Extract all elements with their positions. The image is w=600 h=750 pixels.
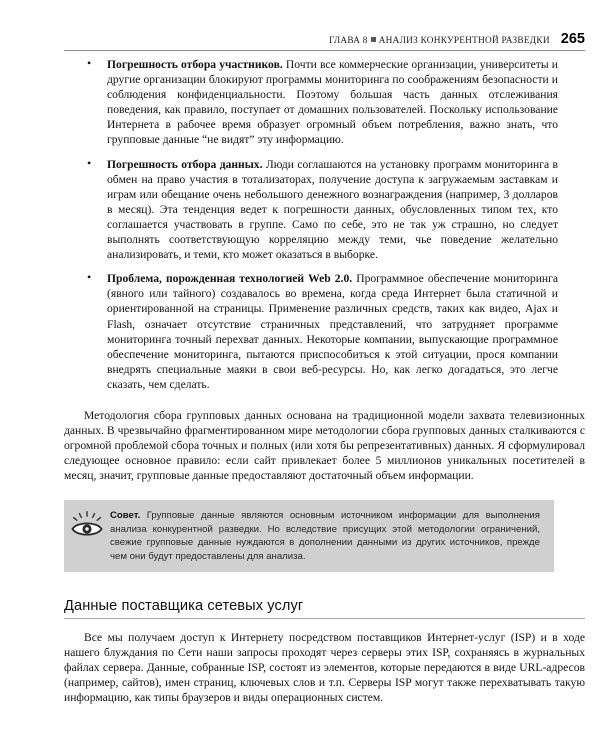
bullet-list: [64, 57, 585, 392]
page-content: [64, 57, 585, 706]
tip-text: [110, 509, 544, 563]
bullet-paragraph: [107, 57, 558, 148]
tip-label: Совет.: [110, 510, 141, 522]
tip-callout: [64, 500, 554, 572]
methodology-paragraph: Методология сбора групповых данных основана на традиционной модели захвата телевизионных данных. В чрезвычайно фрагментированном мире методологии сбора групповых данных сталкиваются с огромной проблемой сбора точных и полных (или хотя бы репрезентативных) данных. Я сформулировал следующее основное правило: если сайт привлекает более 5 миллионов уникальных посетителей в месяц, значит, групповые данные предоставляют достаточный объем информации.: [64, 408, 585, 483]
eye-with-rays-icon: [64, 509, 110, 539]
page-number: 265: [560, 31, 585, 47]
bullet-paragraph: [107, 157, 558, 263]
tip-body: Групповые данные являются основным источником информации для выполнения анализа конкурентной разведки. Но вследствие присущих этой методологии ограничений, свежие групповые данные нуждаются в дополнении данными из других источников, прежде чем они будут предоставлены для анализа.: [110, 510, 540, 562]
bullet-lead: Погрешность отбора участников.: [107, 58, 283, 71]
bullet-lead: Погрешность отбора данных.: [107, 157, 263, 171]
square-bullet-icon: [371, 37, 376, 42]
running-header: [64, 31, 585, 47]
bullet-body: Программное обеспечение мониторинга (явного или тайного) создавалось во времена, когда среда Интернет была статичной и ориентированной на страницы. Применение различных средств, таких как видео, Ajax и Flash, означает отсутствие страничных представлений, что затрудняет программе мониторинга точный перехват данных. Некоторые компании, выпускающие программное обеспечение мониторинга, пытаются приспособиться к этой ситуации, прося компании внедрять специальные маяки в свои веб-ресурсы. Но, как легко догадаться, это легче сказать, чем сделать.: [107, 272, 559, 391]
section-heading-divider: [64, 618, 585, 619]
header-chapter-title: [329, 36, 550, 46]
list-item: [80, 57, 558, 148]
bullet-paragraph: [107, 271, 558, 392]
bullet-body: Люди соглашаются на установку программ мониторинга в обмен на право участия в тотализаторах, получение доступа к загружаемым заставкам и играм или обещание очень небольшого денежного вознаграждения (например, 3 долларов в месяц). Эта тенденция ведет к погрешности данных, обусловленных типом тех, кто соглашается участвовать в группе. Само по себе, это не так уж страшно, но следует выполнять соответствующую корреляцию между теми, чье поведение желательно анализировать, и теми, кто может оказаться в выборке.: [107, 157, 558, 262]
header-chapter-name: АНАЛИЗ КОНКУРЕНТНОЙ РАЗВЕДКИ: [378, 36, 550, 46]
isp-paragraph: Все мы получаем доступ к Интернету посредством поставщиков Интернет-услуг (ISP) и в ходе нашего блуждания по Сети наши запросы проходят через серверы этих ISP, сохраняясь в журнальных файлах сервера. Данные, собранные ISP, состоят из элементов, которые передаются в виде URL-адресов (например, сайтов), имен страниц, ключевых слов и т.п. Серверы ISP могут также перехватывать такую информацию, как типы браузеров и виды операционных систем.: [64, 631, 585, 705]
list-item: [80, 157, 558, 263]
bullet-lead: Проблема, порожденная технологией Web 2.0.: [107, 272, 353, 286]
section-heading: Данные поставщика сетевых услуг: [64, 598, 304, 615]
header-chapter-label: ГЛАВА 8: [328, 36, 368, 46]
bullet-body: Почти все коммерческие организации, университеты и другие организации блокируют программы мониторинга по соображениям безопасности и соблюдения конфиденциальности. Поэтому большая часть данных отслеживания поведения, как правило, поступает от домашних пользователей. Поскольку использование Интернета в рабочее время образует огромный объем потребления, важно знать, что групповые данные “не видят” эту информацию.: [107, 58, 558, 147]
header-divider: [64, 50, 585, 51]
paragraph-spacer: [64, 401, 585, 408]
list-item: [80, 271, 558, 392]
